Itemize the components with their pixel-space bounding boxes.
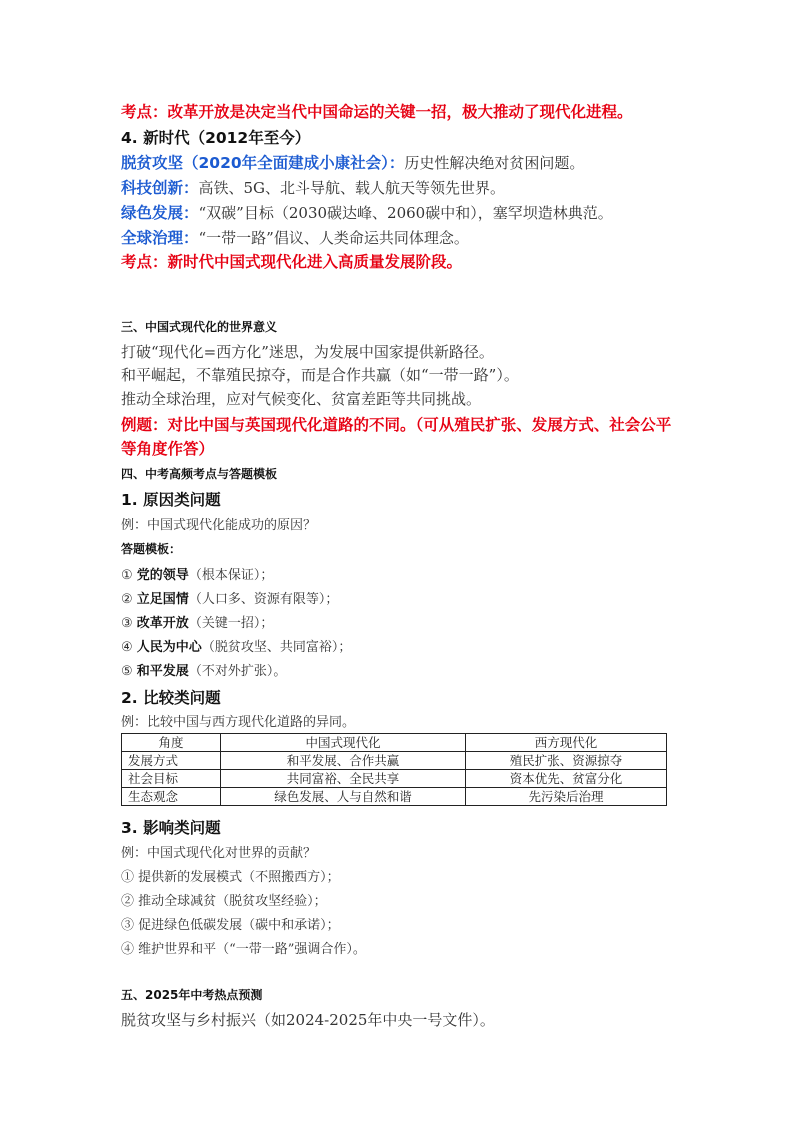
example-line-2: 等角度作答） — [121, 440, 215, 458]
green-line — [121, 201, 613, 223]
table-cell: 社会目标 — [122, 770, 221, 788]
q3-example: 例：中国式现代化对世界的贡献？ — [121, 846, 317, 861]
item-note: （关键一招）； — [188, 616, 274, 631]
kaodian-reform: 考点：改革开放是决定当代中国命运的关键一招，极大推动了现代化进程。 — [121, 103, 633, 121]
section3-p2: 和平崛起，不靠殖民掠夺，而是合作共赢（如“一带一路”）。 — [121, 366, 519, 384]
table-cell: 和平发展、合作共赢 — [221, 752, 466, 770]
global-label: 全球治理： — [121, 229, 199, 247]
table-cell: 生态观念 — [122, 788, 221, 806]
table-row — [122, 752, 667, 770]
green-text: “双碳”目标（2030碳达峰、2060碳中和），塞罕坝造林典范。 — [198, 204, 613, 222]
q1-example: 例：中国式现代化能成功的原因？ — [121, 518, 317, 533]
table-row — [122, 788, 667, 806]
item-note: （根本保证）； — [188, 568, 274, 583]
comparison-table — [121, 733, 667, 806]
tech-label: 科技创新： — [121, 179, 199, 197]
item-note: （人口多、资源有限等）； — [188, 592, 339, 607]
example-line-1: 例题：对比中国与英国现代化道路的不同。（可从殖民扩张、发展方式、社会公平 — [121, 416, 672, 434]
green-label: 绿色发展： — [121, 204, 199, 222]
template-label: 答题模板： — [121, 542, 182, 556]
q1-item — [121, 636, 351, 655]
item-number: ③ — [121, 616, 133, 631]
item-key: 和平发展 — [136, 664, 189, 679]
table-cell: 共同富裕、全民共享 — [221, 770, 466, 788]
kaodian-newera: 考点：新时代中国式现代化进入高质量发展阶段。 — [121, 253, 463, 271]
poverty-label: 脱贫攻坚（2020年全面建成小康社会）： — [121, 154, 405, 172]
table-cell: 绿色发展、人与自然和谐 — [221, 788, 466, 806]
table-cell: 先污染后治理 — [466, 788, 667, 806]
table-header-cell: 角度 — [122, 734, 221, 752]
section3-p3: 推动全球治理，应对气候变化、贫富差距等共同挑战。 — [121, 390, 482, 408]
poverty-line — [121, 151, 584, 173]
q1-title: 1. 原因类问题 — [121, 491, 221, 509]
q2-example: 例：比较中国与西方现代化道路的异同。 — [121, 715, 356, 730]
section3-title: 三、中国式现代化的世界意义 — [121, 320, 278, 334]
item-key: 立足国情 — [136, 592, 189, 607]
table-row — [122, 770, 667, 788]
table-header-cell: 中国式现代化 — [221, 734, 466, 752]
table-cell: 发展方式 — [122, 752, 221, 770]
item-key: 人民为中心 — [136, 640, 202, 655]
q3-title: 3. 影响类问题 — [121, 819, 221, 837]
item-key: 党的领导 — [136, 568, 189, 583]
table-header-row — [122, 734, 667, 752]
section3-p1: 打破“现代化=西方化”迷思，为发展中国家提供新路径。 — [121, 343, 494, 361]
section4-title: 四、中考高频考点与答题模板 — [121, 467, 278, 481]
table-cell: 殖民扩张、资源掠夺 — [466, 752, 667, 770]
q3-item: ④ 维护世界和平（“一带一路”强调合作）。 — [121, 942, 366, 957]
item-number: ④ — [121, 640, 133, 655]
q1-item — [121, 588, 338, 607]
q3-item: ② 推动全球减贫（脱贫攻坚经验）； — [121, 894, 327, 909]
q3-item: ① 提供新的发展模式（不照搬西方）； — [121, 870, 340, 885]
item-number: ② — [121, 592, 133, 607]
table-header-cell: 西方现代化 — [466, 734, 667, 752]
item-note: （脱贫攻坚、共同富裕）； — [201, 640, 352, 655]
q1-item — [121, 564, 273, 583]
item-number: ① — [121, 568, 133, 583]
tech-text: 高铁、5G、北斗导航、载人航天等领先世界。 — [198, 179, 506, 197]
table-cell: 资本优先、贫富分化 — [466, 770, 667, 788]
global-text: “一带一路”倡议、人类命运共同体理念。 — [198, 229, 469, 247]
q1-item — [121, 660, 286, 679]
q2-title: 2. 比较类问题 — [121, 689, 221, 707]
item-key: 改革开放 — [136, 616, 189, 631]
global-line — [121, 226, 469, 248]
tech-line — [121, 176, 505, 198]
section5-p1: 脱贫攻坚与乡村振兴（如2024-2025年中央一号文件）。 — [121, 1011, 495, 1029]
era4-title: 4. 新时代（2012年至今） — [121, 129, 311, 147]
q3-item: ③ 促进绿色低碳发展（碳中和承诺）； — [121, 918, 340, 933]
poverty-text: 历史性解决绝对贫困问题。 — [404, 154, 585, 172]
section5-title: 五、2025年中考热点预测 — [121, 988, 263, 1002]
item-note: （不对外扩张）。 — [188, 664, 287, 679]
item-number: ⑤ — [121, 664, 133, 679]
q1-item — [121, 612, 273, 631]
